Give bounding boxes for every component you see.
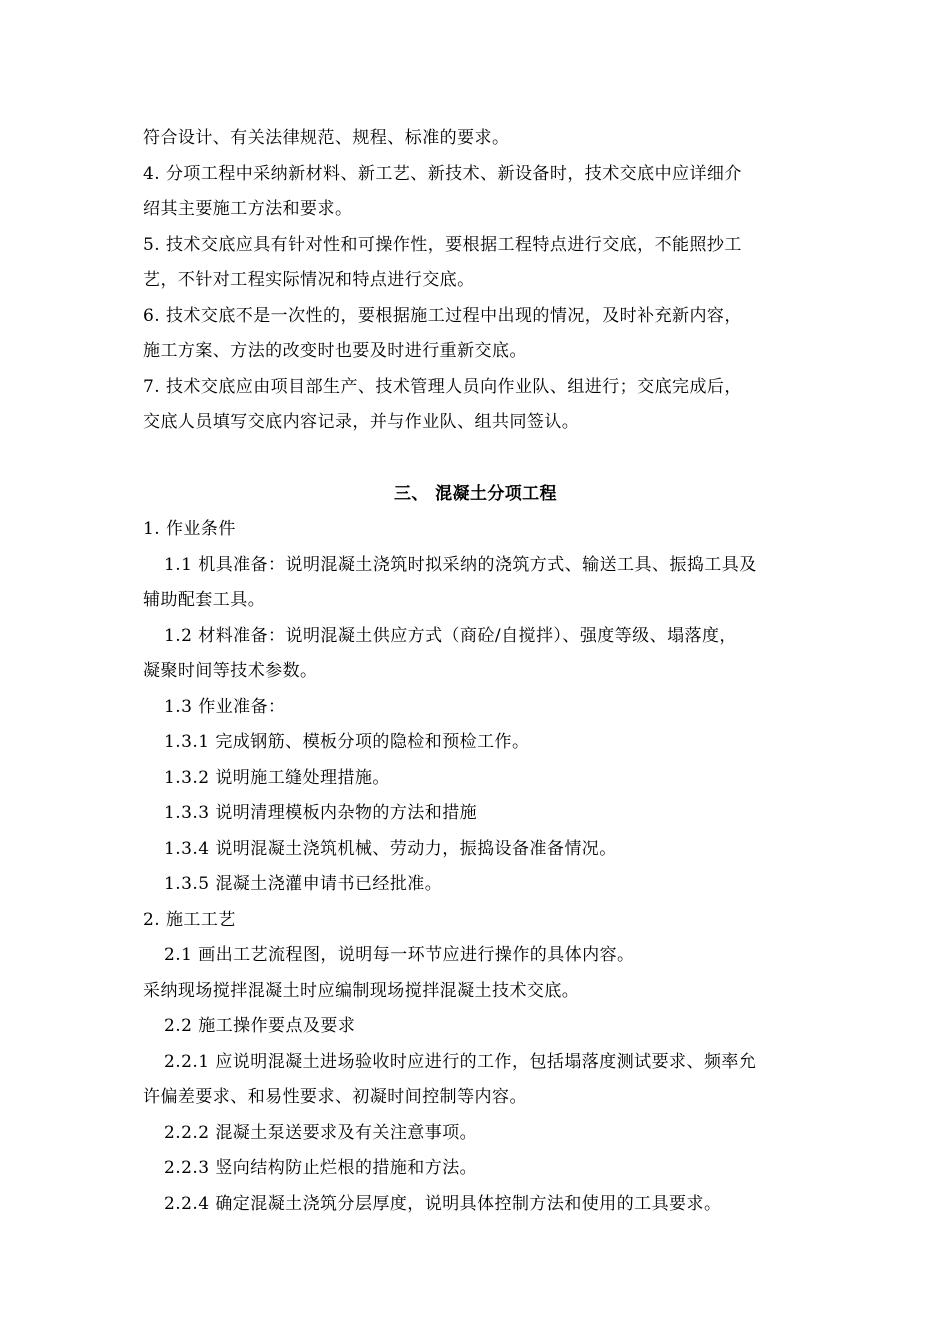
item-2-2-1-line-1: 2.2.1 应说明混凝土进场验收时应进行的工作，包括塌落度测试要求、频率允	[164, 1051, 757, 1072]
item-2-2: 2.2 施工操作要点及要求	[164, 1016, 356, 1036]
section-gap	[143, 441, 808, 477]
paragraph-continuation: 符合设计、有关法律规范、规程、标准的要求。	[143, 128, 510, 148]
item-1-1-line-1: 1.1 机具准备：说明混凝土浇筑时拟采纳的浇筑方式、输送工具、振捣工具及	[164, 554, 757, 575]
item-1-3-2: 1.3.2 说明施工缝处理措施。	[164, 767, 390, 788]
subsection-2-title: 2. 施工工艺	[143, 909, 236, 930]
item-4-line-2: 绍其主要施工方法和要求。	[143, 199, 353, 219]
item-7-line-1: 7. 技术交底应由项目部生产、技术管理人员向作业队、组进行；交底完成后，	[143, 376, 742, 397]
document-page	[143, 121, 808, 1222]
item-4-line-1: 4. 分项工程中采纳新材料、新工艺、新技术、新设备时，技术交底中应详细介	[143, 163, 742, 184]
item-6-line-1: 6. 技术交底不是一次性的，要根据施工过程中出现的情况，及时补充新内容，	[143, 305, 742, 326]
item-2-1: 2.1 画出工艺流程图，说明每一环节应进行操作的具体内容。	[164, 945, 635, 965]
item-2-2-1-line-2: 许偏差要求、和易性要求、初凝时间控制等内容。	[143, 1087, 527, 1107]
item-1-2-line-2: 凝聚时间等技术参数。	[143, 661, 318, 681]
item-1-3-5: 1.3.5 混凝土浇灌申请书已经批准。	[164, 874, 443, 894]
item-2-1-note: 采纳现场搅拌混凝土时应编制现场搅拌混凝土技术交底。	[143, 980, 580, 1001]
item-2-2-4: 2.2.4 确定混凝土浇筑分层厚度，说明具体控制方法和使用的工具要求。	[164, 1193, 722, 1214]
section-heading: 三、 混凝土分项工程	[394, 483, 557, 504]
item-2-2-3: 2.2.3 竖向结构防止烂根的措施和方法。	[164, 1158, 478, 1178]
item-7-line-2: 交底人员填写交底内容记录，并与作业队、组共同签认。	[143, 412, 580, 432]
item-1-1-line-2: 辅助配套工具。	[143, 590, 266, 610]
item-1-2-line-1: 1.2 材料准备：说明混凝土供应方式（商砼/自搅拌）、强度等级、塌落度，	[164, 625, 737, 646]
item-1-3-4: 1.3.4 说明混凝土浇筑机械、劳动力，振捣设备准备情况。	[164, 838, 617, 859]
item-5-line-1: 5. 技术交底应具有针对性和可操作性，要根据工程特点进行交底，不能照抄工	[143, 234, 742, 255]
item-1-3: 1.3 作业准备：	[164, 696, 286, 717]
item-1-3-1: 1.3.1 完成钢筋、模板分项的隐检和预检工作。	[164, 732, 530, 752]
item-2-2-2: 2.2.2 混凝土泵送要求及有关注意事项。	[164, 1122, 478, 1143]
subsection-1-title: 1. 作业条件	[143, 519, 236, 539]
item-6-line-2: 施工方案、方法的改变时也要及时进行重新交底。	[143, 341, 527, 361]
item-1-3-3: 1.3.3 说明清理模板内杂物的方法和措施	[164, 803, 478, 823]
item-5-line-2: 艺，不针对工程实际情况和特点进行交底。	[143, 270, 475, 290]
